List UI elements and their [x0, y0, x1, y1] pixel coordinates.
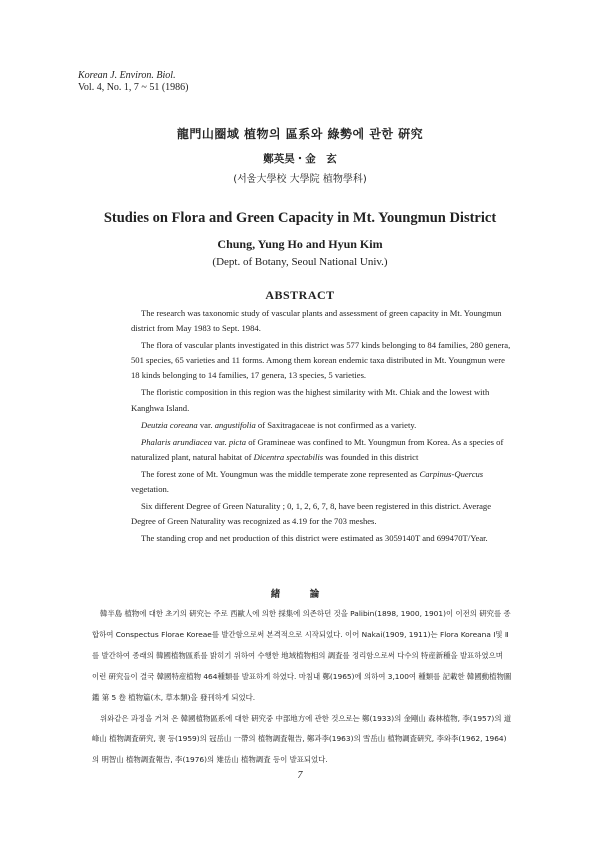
text-segment: was founded in this district — [323, 451, 419, 462]
journal-citation — [78, 70, 189, 94]
text-segment: of Saxitragaceae is not confirmed as a variety. — [255, 419, 417, 430]
english-title: Studies on Flora and Green Capacity in Mt. Youngmun District — [103, 210, 497, 226]
korean-affiliation: (서울大學校 大學院 植物學科) — [233, 174, 367, 185]
korean-authors: 鄭英昊・金 玄 — [263, 153, 337, 165]
text-segment: var. — [211, 436, 229, 447]
abstract-body — [131, 306, 511, 546]
abstract-paragraph-7: Six different Degree of Green Naturality ; 0, 1, 2, 6, 7, 8, have been registered in this district. Average Degree of Green Naturality was recognized as 4.19 for the 703 meshes. — [131, 501, 492, 527]
text-segment: of Gramineae was confined to Mt. Youngmun from Korea. As a species of naturalized plant, natural habitat of — [131, 436, 504, 462]
abstract-paragraph-1: The research was taxonomic study of vascular plants and assessment of green capacity in Mt. Youngmun district from May 1983 to Sept. 1984. — [131, 308, 502, 334]
abstract-heading: ABSTRACT — [265, 288, 335, 302]
abstract-paragraph-6 — [131, 467, 511, 497]
text-segment: var. — [197, 419, 215, 430]
abstract-paragraph-4 — [131, 418, 511, 433]
introduction-heading: 緒 論 — [270, 589, 330, 600]
abstract-paragraph-2: The flora of vascular plants investigated in this district was 577 kinds belonging to 84 families, 280 genera, 501 species, 65 varieties and 11 forms. Among them korean endemic taxa distributed in Mt. Youngmun were 18 kinds belonging to 14 families, 17 genera, 13 species, 5 varieties. — [131, 340, 511, 381]
introduction-paragraph-1: 韓半島 植物에 대한 초기의 硏究는 주로 西歐人에 의한 採集에 의존하던 것을 Palibin(1898, 1900, 1901)이 이전의 硏究를 종합하여 Conspectus Florae Koreae를 발간함으로써 본격적으로 시작되었다. 이어 Nakai(1909, 1911)는 Flora Koreana Ⅰ및 Ⅱ를 발간하여 종래의 韓國植物區系를 밝히기 위하여 수행한 地域植物相의 調査를 정리함으로써 다수의 特産新種을 발표하였으며 이런 硏究들이 결국 韓國特産植物 464種類를 발표하게 하였다. 마침내 鄭(1965)에 의하여 3,100여 種類를 記載한 韓國動植物圖鑑 第 5 卷 植物篇(木, 草本類)을 發刊하게 되었다. — [92, 609, 512, 702]
korean-title: 龍門山圈域 植物의 區系와 綠勢에 관한 硏究 — [176, 127, 424, 141]
introduction-body — [92, 604, 512, 771]
english-affiliation: (Dept. of Botany, Seoul National Univ.) — [212, 256, 388, 268]
species-name: Dicentra spectabilis — [253, 451, 324, 462]
journal-issue: Vol. 4, No. 1, 7 ~ 51 (1986) — [78, 82, 189, 93]
journal-name: Korean J. Environ. Biol. — [78, 70, 176, 81]
abstract-paragraph-3: The floristic composition in this region was the highest similarity with Mt. Chiak and the lowest with Kanghwa Island. — [131, 387, 490, 413]
variety-name: picta — [228, 436, 247, 447]
english-authors: Chung, Yung Ho and Hyun Kim — [217, 237, 383, 251]
species-name: Deutzia coreana — [141, 419, 198, 430]
genus-name: Carpinus-Quercus — [419, 468, 484, 479]
variety-name: angustifolia — [214, 419, 256, 430]
abstract-paragraph-5 — [131, 435, 511, 465]
species-name: Phalaris arundiacea — [141, 436, 212, 447]
text-segment: The forest zone of Mt. Youngmun was the middle temperate zone represented as — [141, 468, 420, 479]
abstract-paragraph-8: The standing crop and net production of this district were estimated as 3059140T and 699470T/Year. — [141, 533, 488, 544]
text-segment: vegetation. — [131, 484, 169, 495]
page-number: 7 — [297, 770, 303, 781]
introduction-paragraph-2: 위와같은 과정을 거쳐 온 韓國植物區系에 대한 硏究중 中部地方에 관한 것으로는 鄭(1933)의 金剛山 森林植物, 李(1957)의 道峰山 植物調査硏究, 裵 등(1959)의 冠岳山 一帶의 植物調査報告, 鄭과李(1963)의 雪岳山 植物調査硏究, 李와李(1962, 1964)의 明智山 植物調査報告, 李(1976)의 雉岳山 植物調査 등이 발표되었다. — [92, 713, 512, 765]
